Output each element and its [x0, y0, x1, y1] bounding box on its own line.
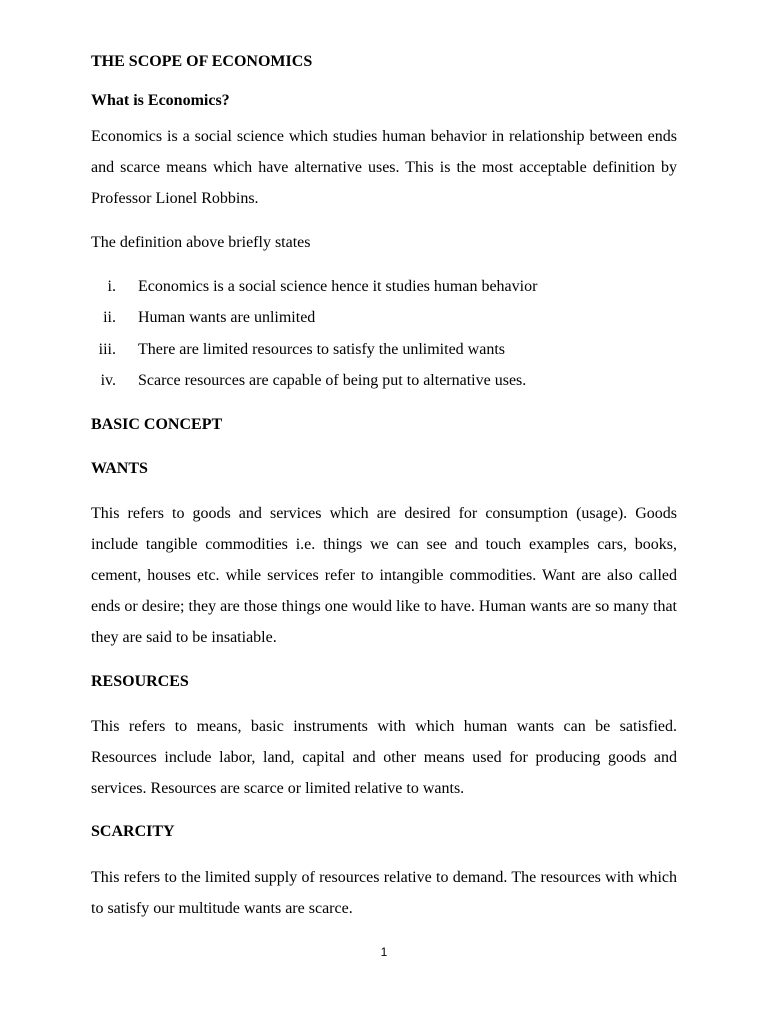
wants-paragraph: This refers to goods and services which are desired for consumption (usage). Goods include tangible commodities i.e. things we can see and touch examples cars, books, cement, houses etc. while services refer to intangible commodities. Want are also called ends or desire; they are those things one would like to have. Human wants are so many that they are said to be insatiable. — [91, 505, 677, 646]
list-intro: The definition above briefly states — [91, 234, 311, 251]
wants-heading: WANTS — [91, 460, 148, 477]
list-item — [0, 276, 680, 298]
question-heading: What is Economics? — [91, 92, 230, 109]
list-numeral: iii. — [98, 341, 116, 358]
resources-paragraph: This refers to means, basic instruments with which human wants can be satisfied. Resources include labor, land, capital and other means used for producing goods and services. Resources are scarce or limited relative to wants. — [91, 718, 677, 797]
list-item — [0, 339, 680, 361]
definition-paragraph: Economics is a social science which studies human behavior in relationship between ends and scarce means which have alternative uses. This is the most acceptable definition by Professor Lionel Robbins. — [91, 128, 677, 207]
list-item-text: There are limited resources to satisfy the unlimited wants — [138, 341, 505, 358]
scarcity-paragraph: This refers to the limited supply of resources relative to demand. The resources with which to satisfy our multitude wants are scarce. — [91, 869, 677, 917]
list-item-text: Economics is a social science hence it studies human behavior — [138, 278, 538, 295]
list-item-text: Scarce resources are capable of being put to alternative uses. — [138, 372, 527, 389]
list-numeral: i. — [107, 278, 116, 295]
list-item-text: Human wants are unlimited — [138, 309, 316, 326]
list-item — [0, 307, 680, 329]
scarcity-heading: SCARCITY — [91, 823, 175, 840]
page-number: 1 — [380, 945, 388, 959]
list-numeral: ii. — [103, 309, 116, 326]
list-item — [0, 370, 680, 392]
document-title: THE SCOPE OF ECONOMICS — [91, 53, 313, 70]
basic-concept-heading: BASIC CONCEPT — [91, 416, 223, 433]
list-numeral: iv. — [100, 372, 116, 389]
resources-heading: RESOURCES — [91, 673, 189, 690]
